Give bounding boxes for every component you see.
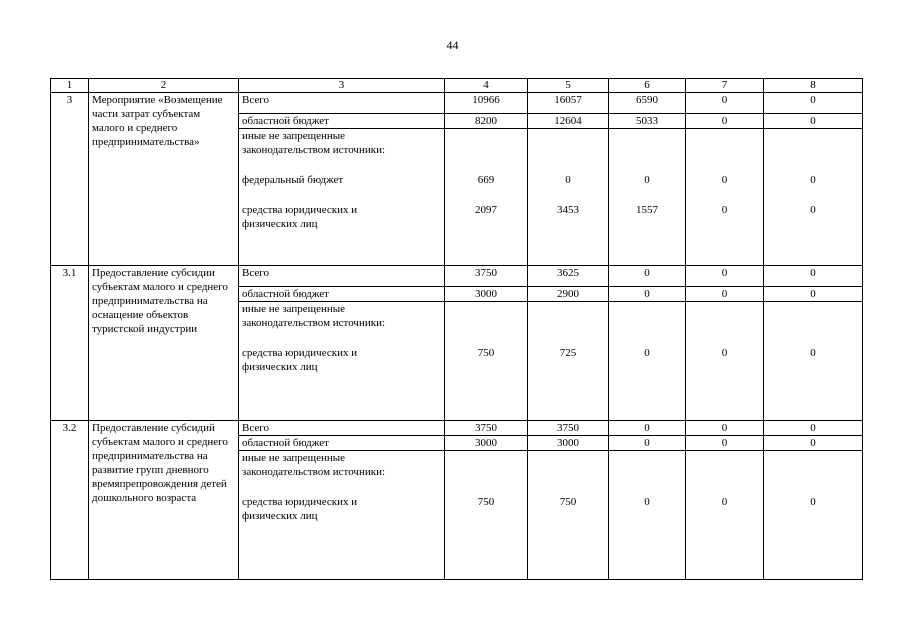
value-cell: 3000 [528,436,609,451]
value-block [609,129,686,266]
value-cell: 3625 [528,266,609,287]
row-label: Всего [239,266,445,287]
group-id: 3.1 [51,266,89,421]
value-cell: 0 [609,421,686,436]
header-row [51,79,863,93]
value-cell: 3453 [557,204,579,217]
value-block [764,451,863,580]
value-cell: 0 [686,266,764,287]
value-cell: 0 [721,496,728,508]
header-cell: 6 [609,79,686,93]
value-cell: 0 [764,114,863,129]
value-cell: 3000 [445,287,528,302]
header-cell: 8 [764,79,863,93]
row-label: областной бюджет [239,114,445,129]
page-number: 44 [446,38,459,52]
value-cell: 669 [477,174,495,187]
value-cell: 3750 [528,421,609,436]
value-cell: 0 [810,204,816,217]
value-block [686,129,764,266]
row-label: федеральный бюджет [242,174,344,187]
header-cell: 4 [445,79,528,93]
value-cell: 3000 [445,436,528,451]
row-label: иные не запрещенные законодательством источники: [242,452,386,478]
value-cell: 750 [559,496,577,508]
header-cell: 3 [239,79,445,93]
group-title: Предоставление субсидий субъектам малого и среднего предпринимательства на развитие групп дневного времяпрепровождения детей дошкольного возраста [89,421,239,580]
row-label: иные не запрещенные законодательством источники: [242,303,386,329]
value-cell: 0 [686,93,764,114]
value-block [764,302,863,421]
row-label: иные не запрещенные законодательством источники: [242,130,386,157]
value-cell: 0 [565,174,571,187]
value-cell: 0 [810,174,816,187]
group-id: 3 [51,93,89,266]
table-row [51,93,863,114]
value-cell: 0 [644,347,650,359]
value-cell: 5033 [609,114,686,129]
value-block [528,129,609,266]
value-cell: 0 [686,436,764,451]
row-label: средства юридических и физических лиц [242,496,358,522]
value-block [764,129,863,266]
value-cell: 0 [721,174,728,187]
value-cell: 0 [810,496,816,508]
table-row [51,421,863,436]
value-cell: 1557 [636,204,658,217]
value-block [445,451,528,580]
budget-table [50,78,863,580]
value-cell: 0 [686,421,764,436]
value-block [686,451,764,580]
value-cell: 0 [764,421,863,436]
value-block [609,302,686,421]
value-cell: 0 [810,347,816,359]
value-block [445,129,528,266]
value-cell: 8200 [445,114,528,129]
value-cell: 0 [644,496,650,508]
value-block [528,451,609,580]
value-cell: 0 [609,266,686,287]
value-block [609,451,686,580]
value-cell: 0 [644,174,650,187]
row-label: Всего [239,93,445,114]
value-cell: 0 [721,347,728,359]
value-cell: 0 [721,204,728,217]
header-cell: 1 [51,79,89,93]
value-cell: 725 [559,347,577,359]
row-label: областной бюджет [239,436,445,451]
row-label: областной бюджет [239,287,445,302]
group-id: 3.2 [51,421,89,580]
value-cell: 2900 [528,287,609,302]
value-cell: 750 [477,496,495,508]
value-block [445,302,528,421]
value-cell: 10966 [445,93,528,114]
header-cell: 2 [89,79,239,93]
value-block [686,302,764,421]
group-title: Предоставление субсидии субъектам малого и среднего предпринимательства на оснащение объектов туристской индустрии [89,266,239,421]
group-title: Мероприятие «Возмещение части затрат субъектам малого и среднего предпринимательства» [89,93,239,266]
value-cell: 0 [764,287,863,302]
row-label: Всего [239,421,445,436]
row-label-block [239,451,445,580]
value-cell: 12604 [528,114,609,129]
value-cell: 0 [764,93,863,114]
row-label-block [239,129,445,266]
table-row [51,266,863,287]
value-cell: 0 [686,114,764,129]
row-label: средства юридических и физических лиц [242,347,358,373]
value-cell: 0 [764,266,863,287]
value-cell: 0 [764,436,863,451]
value-cell: 0 [609,436,686,451]
value-cell: 750 [477,347,495,359]
value-cell: 0 [609,287,686,302]
row-label: средства юридических и физических лиц [242,204,358,231]
value-cell: 0 [686,287,764,302]
value-cell: 16057 [528,93,609,114]
value-block [528,302,609,421]
row-label-block [239,302,445,421]
value-cell: 2097 [475,204,497,217]
value-cell: 3750 [445,266,528,287]
header-cell: 7 [686,79,764,93]
header-cell: 5 [528,79,609,93]
value-cell: 3750 [445,421,528,436]
value-cell: 6590 [609,93,686,114]
